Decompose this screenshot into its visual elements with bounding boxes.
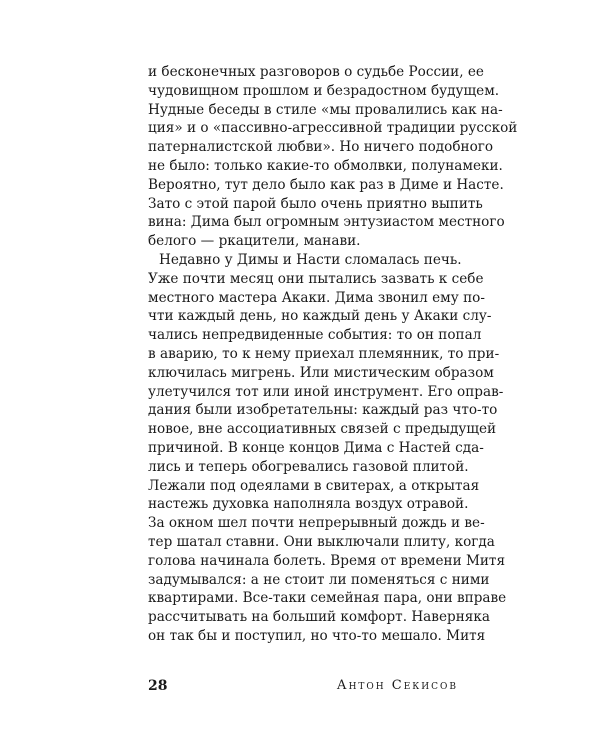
text-line: Лежали под одеялами в свитерах, а открытая bbox=[148, 477, 480, 494]
text-line: новое, вне ассоциативных связей с предыдущей bbox=[148, 421, 497, 438]
text-line: задумывался: а не стоит ли поменяться с ними bbox=[148, 571, 490, 588]
page-footer bbox=[148, 678, 458, 702]
text-line: и бесконечных разговоров о судьбе России, ее bbox=[148, 64, 484, 80]
text-line: белого — ркацители, манави. bbox=[148, 233, 361, 250]
text-line: Нудные беседы в стиле «мы провалились как на- bbox=[148, 101, 503, 118]
text-line: чти каждый день, но каждый день у Акаки слу- bbox=[148, 308, 492, 325]
text-line: рассчитывать на больший комфорт. Наверняка bbox=[148, 609, 490, 626]
text-line: квартирами. Все-таки семейная пара, они вправе bbox=[148, 590, 507, 607]
text-line: лись и теперь обогревались газовой плитой. bbox=[148, 458, 469, 475]
text-line: он так бы и поступил, но что-то мешало. Митя bbox=[148, 628, 486, 644]
text-line: ция» и о «пассивно-агрессивной традиции русской bbox=[148, 120, 518, 137]
text-line: чудовищном прошлом и безрадостном будущем. bbox=[148, 82, 500, 99]
text-line: ключилась мигрень. Или мистическим образом bbox=[148, 364, 494, 381]
text-line: в аварию, то к нему приехал племянник, то при- bbox=[148, 346, 500, 362]
text-line: настежь духовка наполняла воздух отравой. bbox=[148, 496, 469, 513]
text-line: чались непредвиденные события: то он попал bbox=[148, 327, 482, 344]
text-line: дания были изобретательны: каждый раз что-то bbox=[148, 402, 498, 419]
text-line: местного мастера Акаки. Дима звонил ему по- bbox=[148, 289, 485, 306]
text-line: патерналистской любви». Но ничего подобного bbox=[148, 139, 494, 156]
paragraph-first-line: Недавно у Димы и Насти сломалась печь. bbox=[159, 252, 462, 268]
text-line: улетучился тот или иной инструмент. Его оправ- bbox=[148, 383, 504, 400]
text-line: Вероятно, тут дело было как раз в Диме и Насте. bbox=[148, 176, 504, 193]
page-number: 28 bbox=[148, 678, 168, 694]
text-line: причиной. В конце концов Дима с Настей сда- bbox=[148, 440, 484, 456]
text-line: Уже почти месяц они пытались зазвать к себе bbox=[148, 270, 484, 287]
text-line: тер шатал ставни. Они выключали плиту, когда bbox=[148, 534, 495, 550]
text-line: Зато с этой парой было очень приятно выпить bbox=[148, 195, 483, 212]
text-line: За окном шел почти непрерывный дождь и ве- bbox=[148, 515, 485, 532]
text-line: не было: только какие-то обмолвки, полунамеки. bbox=[148, 158, 503, 174]
text-line: голова начинала болеть. Время от времени Митя bbox=[148, 552, 506, 569]
text-line: вина: Дима был огромным энтузиастом местного bbox=[148, 214, 505, 231]
running-author: Антон Секисов bbox=[336, 678, 458, 693]
